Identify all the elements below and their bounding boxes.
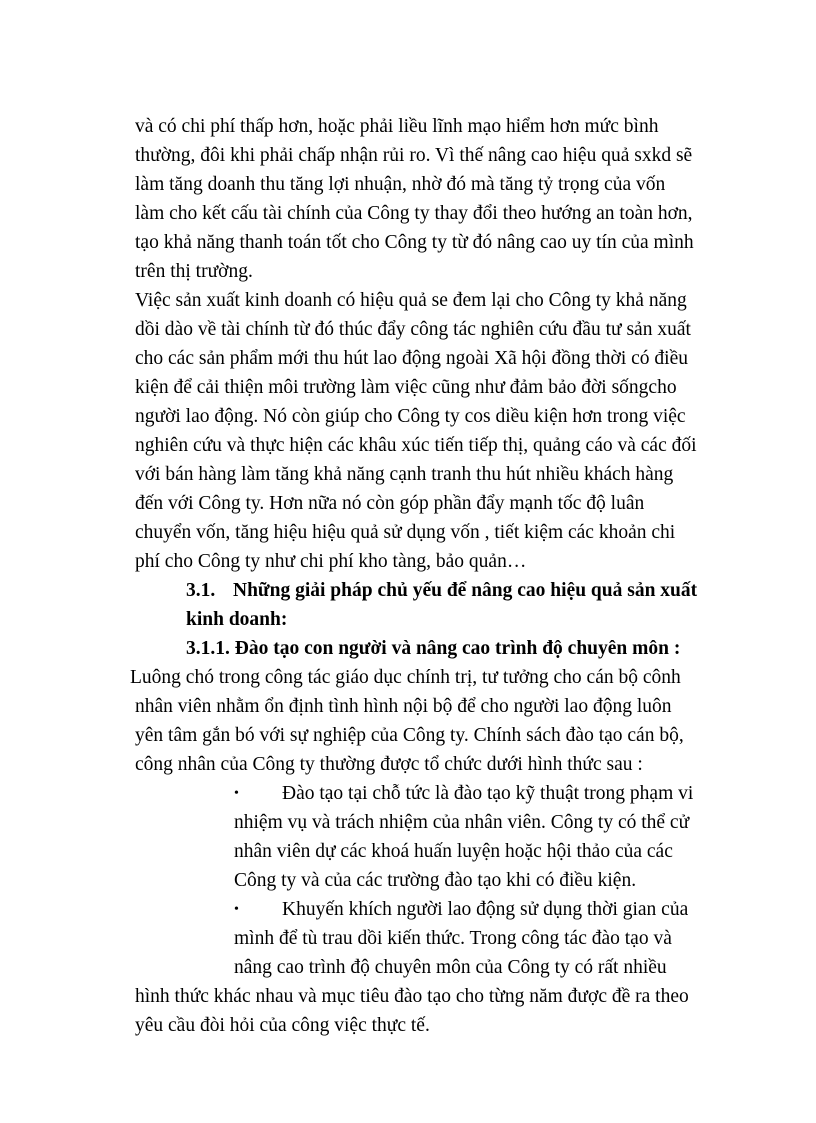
paragraph-2-line-10: phí cho Công ty như chi phí kho tàng, bảo quản… — [135, 551, 527, 572]
paragraph-2-line-7: với bán hàng làm tăng khả năng cạnh tranh thu hút nhiều khách hàng — [135, 464, 674, 485]
paragraph-3-line-1: Luông chó trong công tác giáo dục chính trị, tư tưởng cho cán bộ cônh — [130, 667, 681, 688]
paragraph-4-line-1: hình thức khác nhau và mục tiêu đào tạo cho từng năm được đề ra theo — [135, 986, 689, 1007]
bullet-2-line-3: nâng cao trình độ chuyên môn của Công ty có rất nhiều — [234, 957, 667, 978]
heading-3-1-1: 3.1.1. Đào tạo con người và nâng cao trình độ chuyên môn : — [186, 638, 681, 659]
paragraph-2-line-5: người lao động. Nó còn giúp cho Công ty cos diều kiện hơn trong việc — [135, 406, 686, 427]
bullet-1-line-4: Công ty và của các trường đào tạo khi có điều kiện. — [234, 870, 637, 891]
bullet-2-line-1: Khuyến khích người lao động sử dụng thời gian của — [282, 899, 689, 920]
paragraph-2-line-8: đến với Công ty. Hơn nữa nó còn góp phần đẩy mạnh tốc độ luân — [135, 493, 645, 514]
paragraph-1-line-6: trên thị trường. — [135, 261, 253, 282]
paragraph-2-line-9: chuyển vốn, tăng hiệu hiệu quả sử dụng vốn , tiết kiệm các khoản chi — [135, 522, 676, 543]
paragraph-3-line-4: công nhân của Công ty thường được tổ chức dưới hình thức sau : — [135, 754, 643, 775]
paragraph-1-line-4: làm cho kết cấu tài chính của Công ty thay đổi theo hướng an toàn hơn, — [135, 203, 693, 224]
bullet-1-line-3: nhân viên dự các khoá huấn luyện hoặc hội thảo của các — [234, 841, 673, 862]
paragraph-4-line-2: yêu cầu đòi hỏi của công việc thực tế. — [135, 1015, 430, 1036]
paragraph-1-line-1: và có chi phí thấp hơn, hoặc phải liều lĩnh mạo hiểm hơn mức bình — [135, 116, 659, 137]
bullet-1-line-2: nhiệm vụ và trách nhiệm của nhân viên. Công ty có thể cử — [234, 812, 690, 833]
heading-3-1-number: 3.1. — [186, 580, 216, 601]
paragraph-2-line-1: Việc sản xuất kinh doanh có hiệu quả se đem lại cho Công ty khả năng — [135, 290, 687, 311]
paragraph-3-line-3: yên tâm gắn bó với sự nghiệp của Công ty. Chính sách đào tạo cán bộ, — [135, 725, 684, 746]
bullet-2-line-2: mình để tù trau dồi kiến thức. Trong công tác đào tạo và — [234, 928, 672, 949]
paragraph-1-line-5: tạo khả năng thanh toán tốt cho Công ty từ đó nâng cao uy tín của mình — [135, 232, 694, 253]
bullet-1-symbol: • — [234, 786, 239, 801]
paragraph-1-line-2: thường, đôi khi phải chấp nhận rủi ro. Vì thế nâng cao hiệu quả sxkd sẽ — [135, 145, 693, 166]
bullet-2-symbol: • — [234, 902, 239, 917]
paragraph-2-line-6: nghiên cứu và thực hiện các khâu xúc tiến tiếp thị, quảng cáo và các đối — [135, 435, 697, 456]
paragraph-3-line-2: nhân viên nhằm ổn định tình hình nội bộ để cho người lao động luôn — [135, 696, 672, 717]
heading-3-1-title-line-1: Những giải pháp chủ yếu để nâng cao hiệu quả sản xuất — [233, 580, 698, 601]
heading-3-1-title-line-2: kinh doanh: — [186, 609, 288, 630]
bullet-1-line-1: Đào tạo tại chỗ tức là đào tạo kỹ thuật trong phạm vi — [282, 783, 694, 804]
paragraph-2-line-4: kiện để cải thiện môi trường làm việc cũng như đảm bảo đời sốngcho — [135, 377, 677, 398]
paragraph-2-line-2: dồi dào về tài chính từ đó thúc đẩy công tác nghiên cứu đầu tư sản xuất — [135, 319, 691, 340]
paragraph-2-line-3: cho các sản phẩm mới thu hút lao động ngoài Xã hội đồng thời có điều — [135, 348, 688, 369]
paragraph-1-line-3: làm tăng doanh thu tăng lợi nhuận, nhờ đó mà tăng tỷ trọng của vốn — [135, 174, 666, 195]
